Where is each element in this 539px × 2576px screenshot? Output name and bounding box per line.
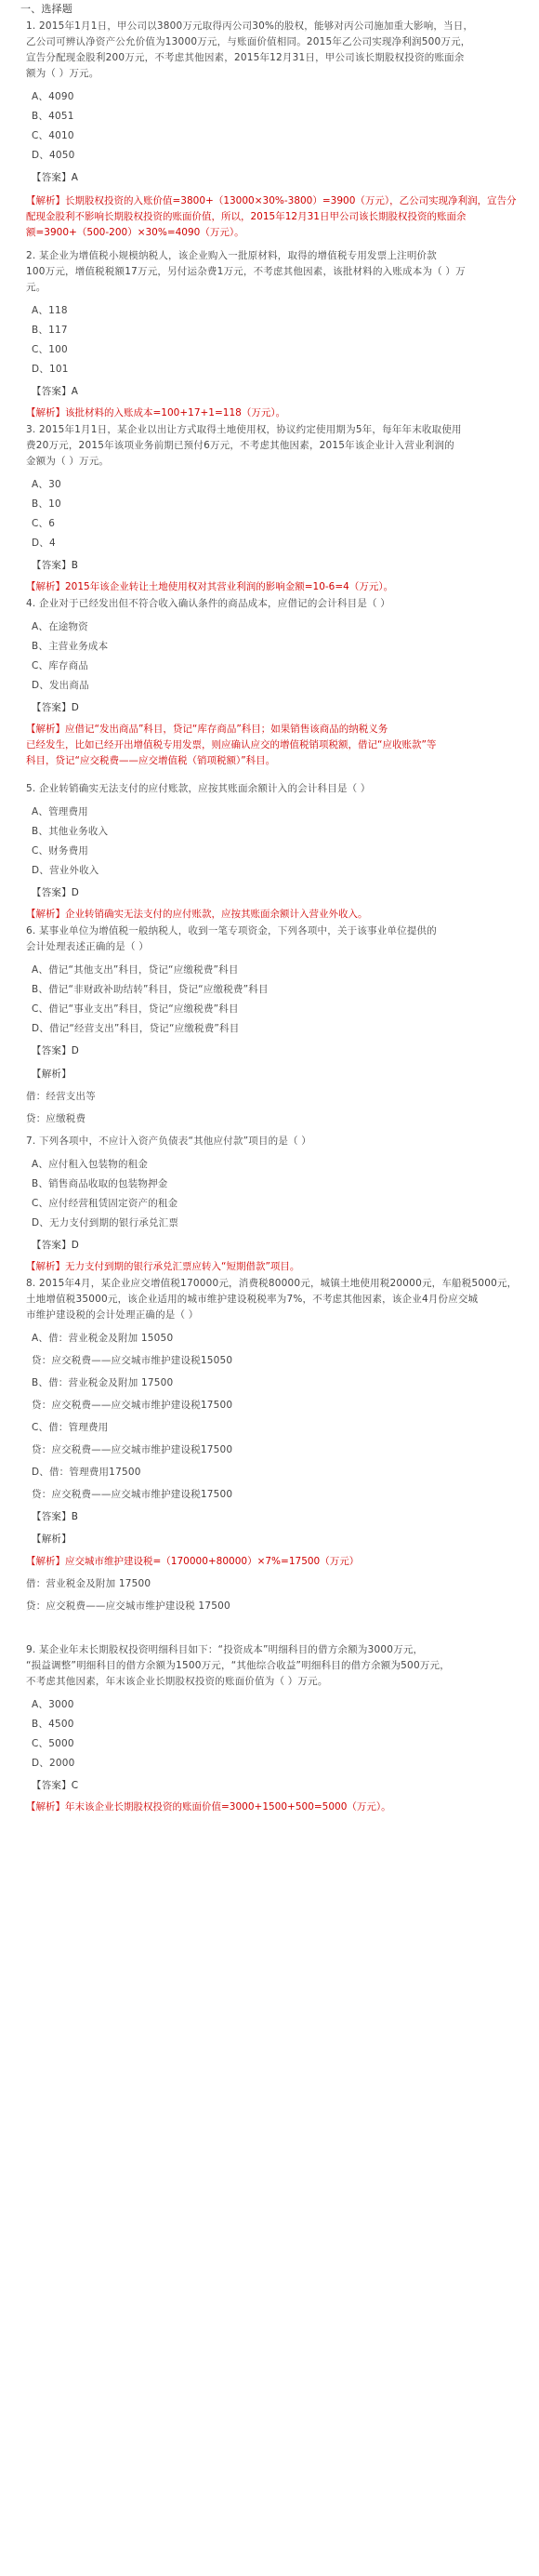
analysis-line: 【解析】应交城市维护建设税=（170000+80000）×7%=17500（万元） bbox=[26, 1556, 360, 1567]
question-line: 会计处理表述正确的是（ ） bbox=[26, 941, 149, 952]
option-line: D、营业外收入 bbox=[32, 865, 99, 876]
question-line: 乙公司可辨认净资产公允价值为13000万元，与账面价值相同。2015年乙公司实现净利润500万元， bbox=[26, 36, 471, 47]
option-line: C、4010 bbox=[32, 130, 74, 141]
option-line: A、4090 bbox=[32, 91, 74, 102]
analysis-line: 【解析】企业转销确实无法支付的应付账款，应按其账面余额计入营业外收入。 bbox=[26, 909, 368, 920]
answer-line: 【答案】D bbox=[32, 1240, 80, 1251]
option-line: B、4500 bbox=[32, 1719, 74, 1730]
answer-line: 【解析】 bbox=[32, 1069, 72, 1080]
option-line: D、101 bbox=[32, 364, 69, 375]
question-line: 100万元，增值税税额17万元，另付运杂费1万元，不考虑其他因素，该批材料的入账成本为（ ）万 bbox=[26, 266, 466, 277]
question-line: 土地增值税35000元，该企业适用的城市维护建设税税率为7%，不考虑其他因素，该企业4月份应交城 bbox=[26, 1294, 479, 1305]
option-line: D、2000 bbox=[32, 1758, 75, 1769]
option-line: B、销售商品收取的包装物押金 bbox=[32, 1178, 168, 1189]
question-line: 6. 某事业单位为增值税一般纳税人，收到一笔专项资金，下列各项中，关于该事业单位提供的 bbox=[26, 925, 437, 936]
option-line: A、30 bbox=[32, 479, 61, 490]
analysis-line: 配现金股利不影响长期股权投资的账面价值，所以，2015年12月31日甲公司该长期股权投资的账面余 bbox=[26, 211, 467, 222]
answer-line: 【答案】A bbox=[32, 172, 79, 183]
answer-line: 【答案】D bbox=[32, 702, 80, 713]
option-line: C、借：管理费用 bbox=[32, 1422, 109, 1433]
option-line: B、其他业务收入 bbox=[32, 826, 109, 837]
question-line: 金额为（ ）万元。 bbox=[26, 456, 110, 467]
analysis-line: 已经发生，比如已经开出增值税专用发票，则应确认应交的增值税销项税额，借记“应收账款”等 bbox=[26, 739, 437, 750]
analysis-line: 额=3900+（500-200）×30%=4090（万元）。 bbox=[26, 227, 244, 238]
question-line: 3. 2015年1月1日，某企业以出让方式取得土地使用权，协议约定使用期为5年，每年年末收取使用 bbox=[26, 424, 462, 435]
answer-line: 【答案】B bbox=[32, 1511, 79, 1522]
option-line: C、财务费用 bbox=[32, 845, 89, 856]
option-line: 贷：应交税费——应交城市维护建设税17500 bbox=[32, 1444, 233, 1455]
analysis-line: 【解析】该批材料的入账成本=100+17+1=118（万元）。 bbox=[26, 407, 286, 418]
option-line: A、借记“其他支出”科目，贷记“应缴税费”科目 bbox=[32, 964, 239, 976]
option-line: B、4051 bbox=[32, 111, 74, 122]
answer-line: 【答案】A bbox=[32, 386, 79, 397]
option-line: B、主营业务成本 bbox=[32, 641, 109, 652]
question-line: 借：营业税金及附加 17500 bbox=[26, 1578, 151, 1589]
question-line: 宣告分配现金股利200万元，不考虑其他因素，2015年12月31日，甲公司该长期股权投资的账面余 bbox=[26, 52, 465, 63]
option-line: C、库存商品 bbox=[32, 660, 89, 671]
question-line: 不考虑其他因素，年末该企业长期股权投资的账面价值为（ ）万元。 bbox=[26, 1676, 328, 1687]
answer-line: 【答案】D bbox=[32, 887, 80, 898]
section-title: 一、选择题 bbox=[20, 3, 72, 15]
analysis-line: 【解析】无力支付到期的银行承兑汇票应转入“短期借款”项目。 bbox=[26, 1261, 300, 1272]
question-line: 1. 2015年1月1日，甲公司以3800万元取得丙公司30%的股权，能够对丙公司施加重大影响，当日， bbox=[26, 20, 474, 32]
question-line: 5. 企业转销确实无法支付的应付账款，应按其账面余额计入的会计科目是（ ） bbox=[26, 783, 371, 794]
option-line: B、借：营业税金及附加 17500 bbox=[32, 1377, 174, 1388]
option-line: D、4 bbox=[32, 538, 56, 549]
answer-line: 【答案】C bbox=[32, 1780, 79, 1791]
question-line: 2. 某企业为增值税小规模纳税人，该企业购入一批原材料，取得的增值税专用发票上注明价款 bbox=[26, 250, 437, 261]
option-line: A、在途物资 bbox=[32, 621, 88, 632]
option-line: D、借记“经营支出”科目，贷记“应缴税费”科目 bbox=[32, 1023, 240, 1034]
question-line: 额为（ ）万元。 bbox=[26, 68, 99, 79]
option-line: C、借记“事业支出”科目，贷记“应缴税费”科目 bbox=[32, 1003, 239, 1015]
option-line: D、借：管理费用17500 bbox=[32, 1467, 141, 1478]
question-line: “损益调整”明细科目的借方余额为1500万元，“其他综合收益”明细科目的借方余额为500万元， bbox=[26, 1660, 450, 1671]
question-line: 4. 企业对于已经发出但不符合收入确认条件的商品成本，应借记的会计科目是（ ） bbox=[26, 598, 390, 609]
question-line: 贷：应缴税费 bbox=[26, 1113, 86, 1124]
analysis-line: 【解析】长期股权投资的入账价值=3800+（13000×30%-3800）=3900（万元），乙公司实现净利润，宣告分 bbox=[26, 195, 517, 206]
question-line: 市维护建设税的会计处理正确的是（ ） bbox=[26, 1309, 199, 1321]
option-line: A、管理费用 bbox=[32, 806, 88, 817]
question-line: 贷：应交税费——应交城市维护建设税 17500 bbox=[26, 1600, 230, 1612]
answer-line: 【答案】D bbox=[32, 1045, 80, 1056]
analysis-line: 【解析】2015年该企业转让土地使用权对其营业利润的影响金额=10-6=4（万元）。 bbox=[26, 581, 394, 592]
question-line: 7. 下列各项中，不应计入资产负债表“其他应付款”项目的是（ ） bbox=[26, 1135, 311, 1147]
answer-line: 【解析】 bbox=[32, 1534, 72, 1545]
option-line: A、应付租入包装物的租金 bbox=[32, 1159, 149, 1170]
question-line: 借：经营支出等 bbox=[26, 1091, 96, 1102]
option-line: A、118 bbox=[32, 305, 68, 316]
option-line: C、应付经营租赁固定资产的租金 bbox=[32, 1198, 178, 1209]
question-line: 8. 2015年4月，某企业应交增值税170000元，消费税80000元，城镇土地使用税20000元，车船税5000元， bbox=[26, 1278, 518, 1289]
option-line: C、6 bbox=[32, 518, 56, 529]
option-line: 贷：应交税费——应交城市维护建设税17500 bbox=[32, 1400, 233, 1411]
analysis-line: 科目，贷记“应交税费——应交增值税（销项税额）”科目。 bbox=[26, 755, 276, 766]
option-line: D、发出商品 bbox=[32, 680, 89, 691]
option-line: 贷：应交税费——应交城市维护建设税17500 bbox=[32, 1489, 233, 1500]
option-line: A、借：营业税金及附加 15050 bbox=[32, 1333, 174, 1344]
question-line: 费20万元，2015年该项业务前期已预付6万元，不考虑其他因素，2015年该企业计入营业利润的 bbox=[26, 440, 454, 451]
analysis-line: 【解析】应借记“发出商品”科目，贷记“库存商品”科目；如果销售该商品的纳税义务 bbox=[26, 724, 388, 735]
option-line: 贷：应交税费——应交城市维护建设税15050 bbox=[32, 1355, 233, 1366]
option-line: B、117 bbox=[32, 325, 68, 336]
option-line: C、5000 bbox=[32, 1738, 74, 1749]
option-line: D、4050 bbox=[32, 150, 75, 161]
analysis-line: 【解析】年末该企业长期股权投资的账面价值=3000+1500+500=5000（万元）。 bbox=[26, 1801, 391, 1812]
question-line: 9. 某企业年末长期股权投资明细科目如下：“投资成本”明细科目的借方余额为3000万元， bbox=[26, 1644, 424, 1655]
option-line: C、100 bbox=[32, 344, 68, 355]
option-line: D、无力支付到期的银行承兑汇票 bbox=[32, 1217, 179, 1228]
option-line: B、借记“非财政补助结转”科目，贷记“应缴税费”科目 bbox=[32, 984, 269, 995]
answer-line: 【答案】B bbox=[32, 560, 79, 571]
option-line: B、10 bbox=[32, 498, 61, 510]
option-line: A、3000 bbox=[32, 1699, 74, 1710]
question-line: 元。 bbox=[26, 282, 46, 293]
